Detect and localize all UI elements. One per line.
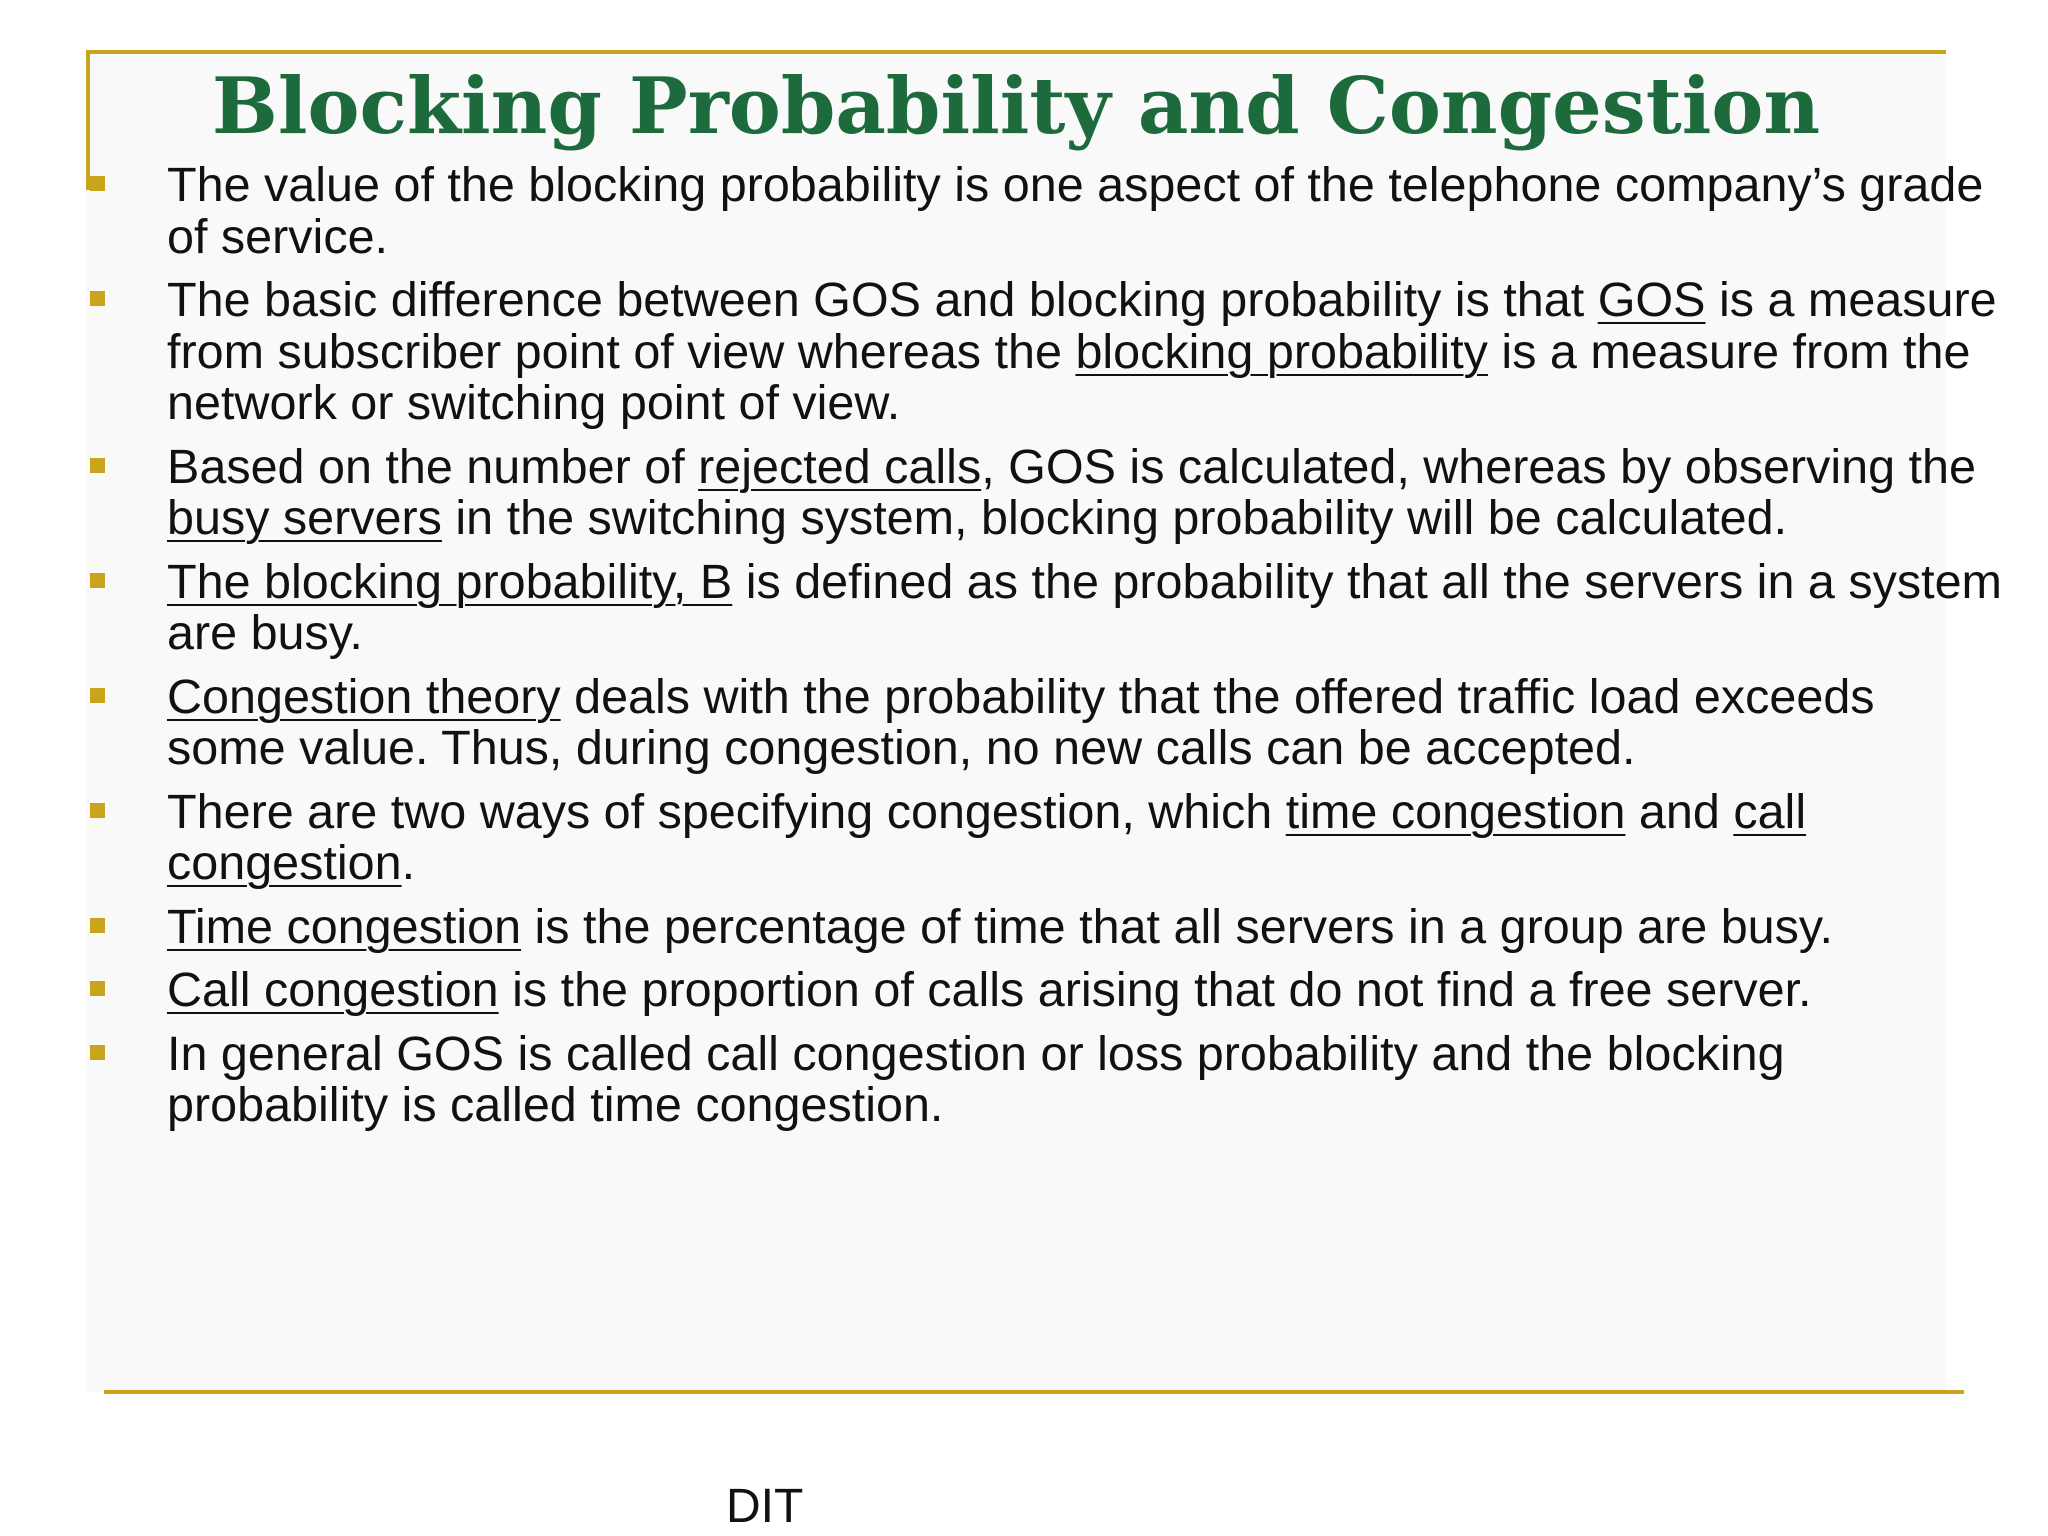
bullet-item <box>86 439 2006 545</box>
underlined-term: GOS <box>1597 273 1706 327</box>
bullet-text: . <box>401 836 416 890</box>
bullet-item <box>86 554 2006 660</box>
square-bullet-icon <box>90 981 105 996</box>
bullet-text: is a measure from subscriber point of view whereas the <box>167 273 1997 379</box>
bullet-text: is the proportion of calls arising that do not find a free server. <box>498 963 1812 1017</box>
bullet-text: There are two ways of specifying congestion, which <box>167 784 1286 839</box>
underlined-term: Congestion theory <box>167 669 561 724</box>
underlined-term: blocking probability <box>1075 324 1488 379</box>
bullet-item <box>86 669 2006 775</box>
square-bullet-icon <box>90 803 105 818</box>
bullet-text: deals with the probability that the offered traffic load exceeds some value. Thus, during congestion, no new calls can be accepted. <box>167 669 1875 775</box>
underlined-term: time congestion <box>1285 784 1626 839</box>
square-bullet-icon <box>90 458 105 473</box>
bullet-item <box>86 784 2006 890</box>
underlined-term: Time congestion <box>167 899 522 954</box>
bullet-text: The basic difference between GOS and blocking probability is that <box>167 273 1598 327</box>
bullet-item <box>86 965 2006 1017</box>
underlined-term: The blocking probability, B <box>167 554 733 609</box>
bullet-list <box>86 160 2006 1144</box>
bullet-text: and <box>1625 784 1734 839</box>
bullet-item <box>86 275 2006 430</box>
footer-label: DIT <box>726 1480 804 1533</box>
bullet-text: In general GOS is called call congestion or loss probability and the blocking probability is called time congestion. <box>167 1026 1785 1132</box>
bullet-text: The value of the blocking probability is one aspect of the telephone company’s grade of service. <box>167 158 1984 264</box>
underlined-term: busy servers <box>167 491 442 545</box>
underlined-term: Call congestion <box>167 963 499 1017</box>
bullet-text: is a measure from the network or switching point of view. <box>167 324 1971 430</box>
square-bullet-icon <box>90 688 105 703</box>
bullet-text: is the percentage of time that all servers in a group are busy. <box>521 899 1834 954</box>
square-bullet-icon <box>90 918 105 933</box>
underlined-term: rejected calls <box>698 439 982 494</box>
bullet-item <box>86 899 2006 954</box>
bullet-text: in the switching system, blocking probability will be calculated. <box>441 491 1788 545</box>
underlined-term: call congestion <box>167 784 1807 890</box>
bullet-item <box>86 160 2006 263</box>
slide-title: Blocking Probability and Congestion <box>211 61 1821 152</box>
bullet-text: is defined as the probability that all the servers in a system are busy. <box>167 554 2002 660</box>
bullet-text: , GOS is calculated, whereas by observing the <box>981 439 1976 494</box>
bottom-rule <box>104 1390 1964 1394</box>
square-bullet-icon <box>90 176 105 191</box>
bullet-text: Based on the number of <box>167 439 699 494</box>
square-bullet-icon <box>90 573 105 588</box>
bullet-item <box>86 1026 2006 1132</box>
square-bullet-icon <box>90 1045 105 1060</box>
square-bullet-icon <box>90 291 105 306</box>
